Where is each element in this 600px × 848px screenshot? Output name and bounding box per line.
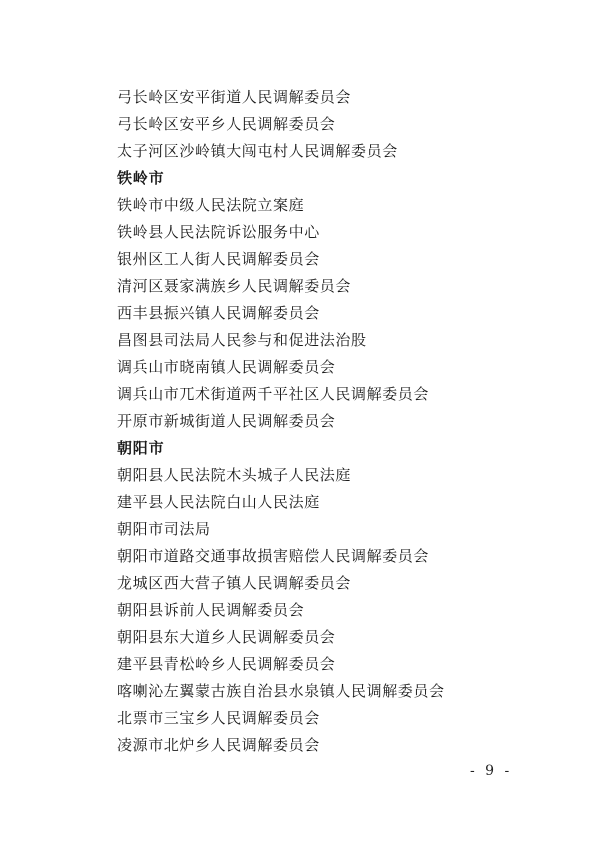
list-item: 开原市新城街道人民调解委员会 [117, 412, 336, 430]
list-item: 建平县青松岭乡人民调解委员会 [117, 655, 336, 673]
list-item: 太子河区沙岭镇大闯屯村人民调解委员会 [117, 142, 398, 160]
list-item: 昌图县司法局人民参与和促进法治股 [117, 331, 367, 349]
list-item: 北票市三宝乡人民调解委员会 [117, 709, 320, 727]
list-item: 调兵山市晓南镇人民调解委员会 [117, 358, 336, 376]
list-item: 铁岭市中级人民法院立案庭 [117, 196, 305, 214]
list-item: 朝阳市道路交通事故损害赔偿人民调解委员会 [117, 547, 430, 565]
list-item: 银州区工人街人民调解委员会 [117, 250, 320, 268]
list-item: 弓长岭区安平街道人民调解委员会 [117, 88, 352, 106]
list-item: 朝阳县人民法院木头城子人民法庭 [117, 466, 352, 484]
section-heading-tieling: 铁岭市 [117, 169, 165, 187]
list-item: 西丰县振兴镇人民调解委员会 [117, 304, 320, 322]
list-item: 喀喇沁左翼蒙古族自治县水泉镇人民调解委员会 [117, 682, 445, 700]
list-item: 铁岭县人民法院诉讼服务中心 [117, 223, 320, 241]
list-item: 调兵山市兀术街道两千平社区人民调解委员会 [117, 385, 430, 403]
page-number: - 9 - [470, 763, 513, 779]
list-item: 清河区聂家满族乡人民调解委员会 [117, 277, 352, 295]
list-item: 朝阳县东大道乡人民调解委员会 [117, 628, 336, 646]
organization-list [117, 84, 577, 759]
section-heading-chaoyang: 朝阳市 [117, 439, 165, 457]
list-item: 龙城区西大营子镇人民调解委员会 [117, 574, 352, 592]
list-item: 朝阳县诉前人民调解委员会 [117, 601, 305, 619]
list-item: 弓长岭区安平乡人民调解委员会 [117, 115, 336, 133]
list-item: 朝阳市司法局 [117, 520, 211, 538]
list-item: 建平县人民法院白山人民法庭 [117, 493, 320, 511]
list-item: 凌源市北炉乡人民调解委员会 [117, 736, 320, 754]
